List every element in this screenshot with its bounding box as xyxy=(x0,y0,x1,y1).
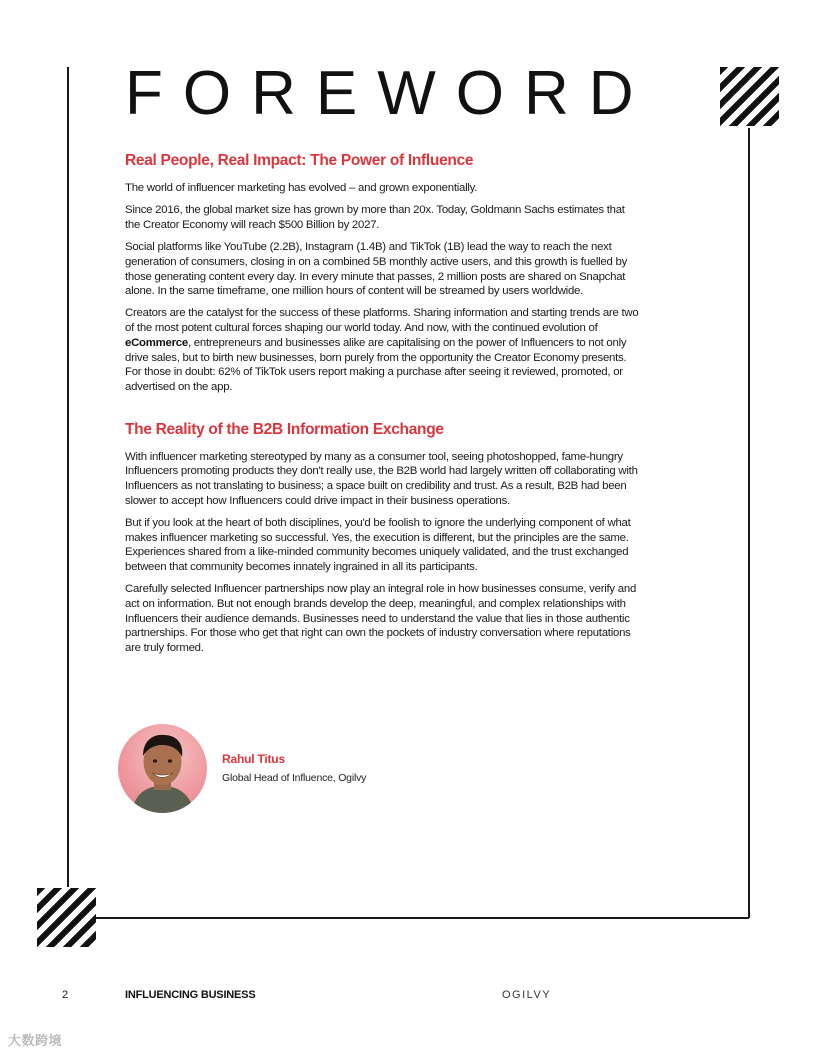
article-body xyxy=(125,150,640,663)
section-heading-b2b: The Reality of the B2B Information Exchange xyxy=(125,420,444,438)
frame-left-rule xyxy=(67,67,69,887)
watermark-logo: 大数跨境 xyxy=(8,1033,63,1048)
ecommerce-emphasis: eCommerce xyxy=(125,336,188,349)
paragraph-text: , entrepreneurs and businesses alike are capitalising on the power of Influencers to not only drive sales, but to birth new businesses, born purely from the opportunity the Creator Economy presents. For those in doubt: 62% of TikTok users report making a purchase after seeing it reviewed, promoted, or advertised on the app. xyxy=(125,336,627,393)
publication-title: INFLUENCING BUSINESS xyxy=(125,989,256,1001)
author-role: Global Head of Influence, Ogilvy xyxy=(222,772,367,784)
paragraph: But if you look at the heart of both disciplines, you'd be foolish to ignore the underlying component of what makes influencer marketing so successful. Yes, the execution is different, but the principles are the same. Experiences shared from a like-minded community becomes uniquely validated, and the trust exchanged between that community becomes innately ingrained in all its participants. xyxy=(125,516,631,574)
paragraph-text: Creators are the catalyst for the success of these platforms. Sharing information and starting trends are two of the most potent cultural forces shaping our world today. And now, with the continued evolution of xyxy=(125,307,639,335)
frame-bottom-rule xyxy=(96,917,749,919)
paragraph: Social platforms like YouTube (2.2B), Instagram (1.4B) and TikTok (1B) lead the way to reach the next generation of consumers, closing in on a combined 5B monthly active users, and this growth is fuelled by those generating content every day. In every minute that passes, 2 million posts are shared on Snapchat alone. In the same timeframe, one million hours of content will be streamed by users worldwide. xyxy=(125,241,628,298)
paragraph: Since 2016, the global market size has grown by more than 20x. Today, Goldmann Sachs estimates that the Creator Economy will reach $500 Billion by 2027. xyxy=(125,204,625,231)
author-portrait-icon xyxy=(118,724,207,813)
paragraph xyxy=(125,306,640,394)
page-number: 2 xyxy=(62,989,69,1001)
author-name: Rahul Titus xyxy=(222,752,285,766)
author-avatar xyxy=(118,724,207,813)
frame-right-rule xyxy=(748,128,750,918)
paragraph: With influencer marketing stereotyped by many as a consumer tool, seeing photoshopped, fame-hungry Influencers promoting products they don't really use, the B2B world had largely written off collaborating with Influencers as not translating to business; a space built on credibility and trust. As a result, B2B had been slower to accept how Influencers could drive impact in their business operations. xyxy=(125,450,638,507)
section-heading-influence: Real People, Real Impact: The Power of Influence xyxy=(125,152,474,169)
paragraph: Carefully selected Influencer partnerships now play an integral role in how businesses consume, verify and act on information. But not enough brands develop the deep, meaningful, and complex relationships with Influencers their audience demands. Businesses need to understand the value that lies in those authentic partnerships. For those who get that right can own the pockets of industry conversation where reputations are truly formed. xyxy=(125,583,637,655)
stripes-decoration-bottom-left xyxy=(37,888,96,947)
paragraph: The world of influencer marketing has evolved – and grown exponentially. xyxy=(125,182,478,194)
brand-name: OGILVY xyxy=(502,989,552,1001)
page-title: FOREWORD xyxy=(125,59,654,128)
stripes-decoration-top-right xyxy=(720,67,779,126)
